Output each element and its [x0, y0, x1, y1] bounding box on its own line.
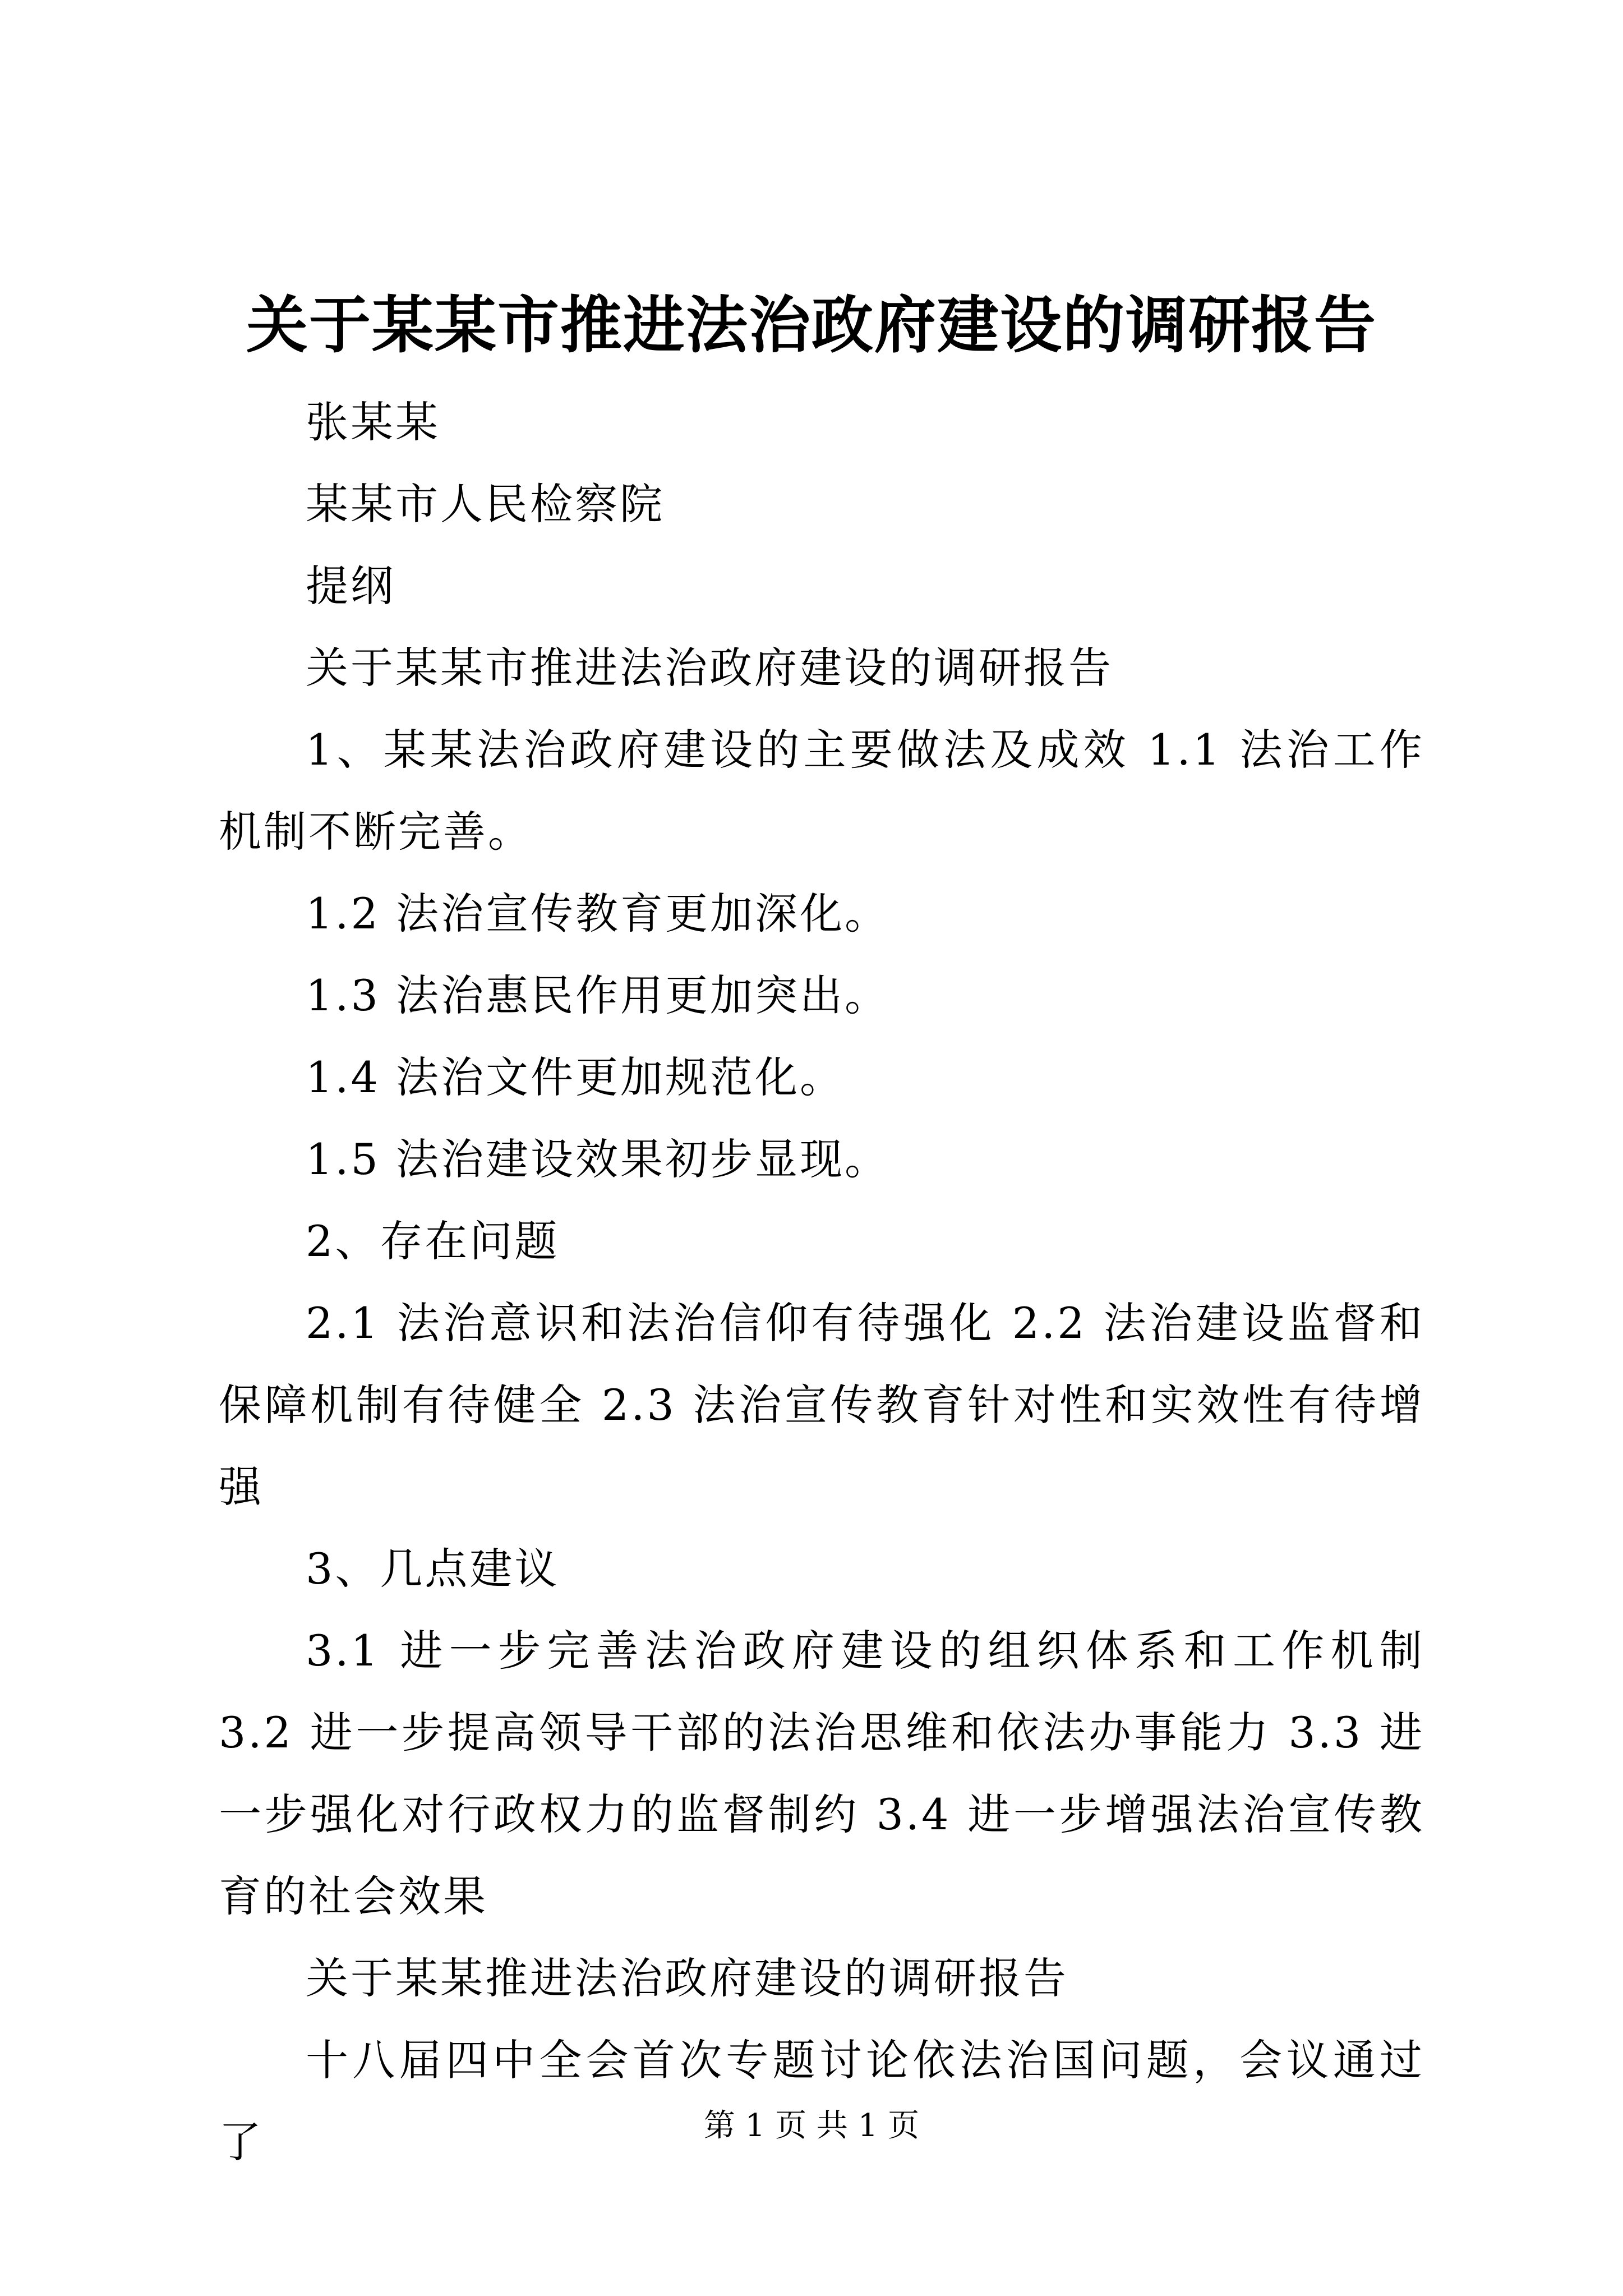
- author-organization: 某某市人民检察院: [306, 479, 665, 529]
- page-footer: 第 1 页 共 1 页: [703, 2108, 920, 2144]
- document-title: 关于某某市推进法治政府建设的调研报告: [246, 289, 1377, 361]
- report-subtitle: 关于某某推进法治政府建设的调研报告: [306, 1953, 1068, 2003]
- outline-item-1-5: 1.5 法治建设效果初步显现。: [306, 1134, 890, 1184]
- outline-section-2-items: 2.1 法治意识和法治信仰有待强化 2.2 法治建设监督和保障机制有待健全 2.3 法治宣传教育针对性和实效性有待增强: [219, 1298, 1424, 1512]
- outline-item-1-4: 1.4 法治文件更加规范化。: [306, 1052, 845, 1102]
- outline-title: 关于某某市推进法治政府建设的调研报告: [306, 643, 1113, 693]
- outline-section-3: 3、几点建议: [306, 1544, 560, 1594]
- document-body: [219, 381, 1424, 2183]
- outline-section-3-items: 3.1 进一步完善法治政府建设的组织体系和工作机制 3.2 进一步提高领导干部的法治思维和依法办事能力 3.3 进一步强化对行政权力的监督制约 3.4 进一步增强法治宣传教育的社会效果: [219, 1626, 1424, 1921]
- report-body-paragraph: 十八届四中全会首次专题讨论依法治国问题，会议通过了: [219, 2035, 1424, 2167]
- outline-section-1: 1、某某法治政府建设的主要做法及成效 1.1 法治工作机制不断完善。: [219, 725, 1424, 857]
- outline-heading: 提纲: [306, 561, 395, 611]
- outline-item-1-2: 1.2 法治宣传教育更加深化。: [306, 889, 890, 938]
- outline-section-2: 2、存在问题: [306, 1216, 560, 1266]
- outline-item-1-3: 1.3 法治惠民作用更加突出。: [306, 970, 890, 1020]
- author-name: 张某某: [306, 397, 440, 447]
